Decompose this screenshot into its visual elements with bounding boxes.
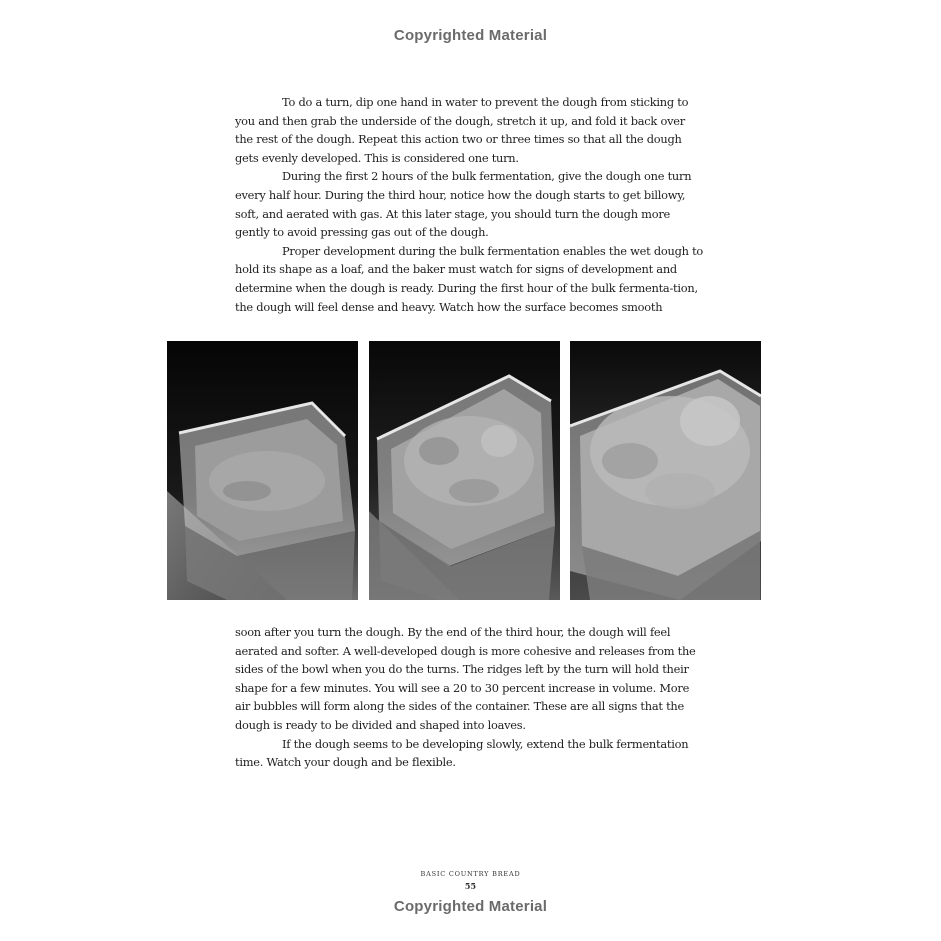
paragraph: During the first 2 hours of the bulk fermentation, give the dough one turn every half hour. During the third hour, notice how the dough starts to get billowy, soft, and aerated with gas. At this later stage, you should turn the dough more gently to avoid pressing gas out of the dough. bbox=[235, 169, 692, 240]
body-text-bottom bbox=[235, 623, 705, 772]
dough-container-photo-middle bbox=[369, 341, 560, 600]
watermark-top: Copyrighted Material bbox=[393, 27, 548, 44]
paragraph: To do a turn, dip one hand in water to prevent the dough from sticking to you and then grab the underside of the dough, stretch it up, and fold it back over the rest of the dough. Repeat this action two or three times so that all the dough gets evenly developed. This is considered one turn. bbox=[235, 95, 689, 165]
page-number: 55 bbox=[464, 881, 477, 891]
dough-container-photo-early bbox=[167, 341, 358, 600]
paragraph: soon after you turn the dough. By the end of the third hour, the dough will feel aerated and softer. A well-developed dough is more cohesive and releases from the sides of the bowl when you do the turns. The ridges left by the turn will hold their shape for a few minutes. You will see a 20 to 30 percent increase in volume. More air bubbles will form along the sides of the container. These are all signs that the dough is ready to be divided and shaped into loaves. bbox=[235, 625, 696, 732]
paragraph: Proper development during the bulk fermentation enables the wet dough to hold its shape as a loaf, and the baker must watch for signs of development and determine when the dough is ready. During the first hour of the bulk fermenta-tion, the dough will feel dense and heavy. Watch how the surface becomes smooth bbox=[235, 243, 704, 314]
watermark-bottom: Copyrighted Material bbox=[393, 898, 548, 915]
dough-container-photo-late bbox=[570, 341, 761, 600]
body-text-top bbox=[235, 93, 705, 316]
running-head: BASIC COUNTRY BREAD bbox=[420, 870, 521, 878]
paragraph: If the dough seems to be developing slowly, extend the bulk fermentation time. Watch your dough and be flexible. bbox=[235, 736, 689, 770]
